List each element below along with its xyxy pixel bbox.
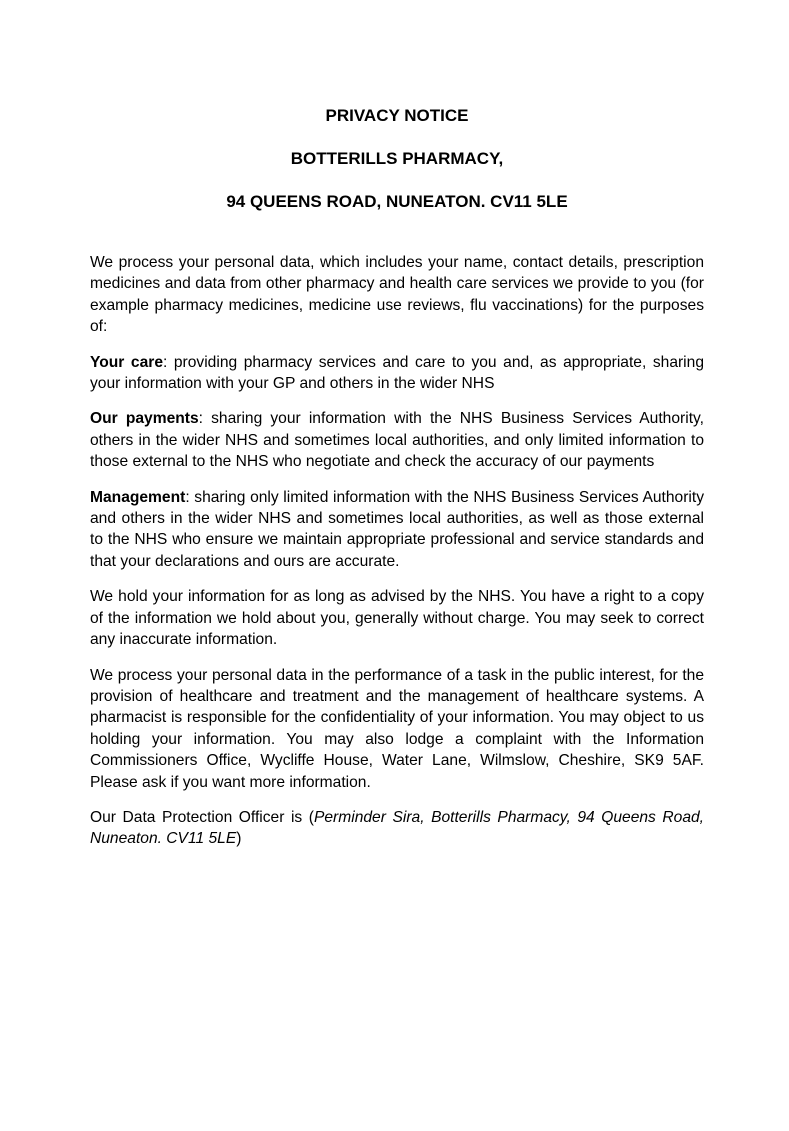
intro-paragraph: We process your personal data, which includes your name, contact details, prescription medicines and data from other pharmacy and health care services we provide to you (for example pharmacy medicines, medicine use reviews, flu vaccinations) for the purposes of: (90, 254, 704, 336)
care-paragraph (90, 352, 704, 395)
document-title: PRIVACY NOTICE (325, 106, 469, 125)
pharmacy-address: 94 QUEENS ROAD, NUNEATON. CV11 5LE (226, 192, 568, 211)
dpo-paragraph (90, 807, 704, 850)
management-text: : sharing only limited information with the NHS Business Services Authority and others in the wider NHS and sometimes local authorities, as well as those external to the NHS who ensure we maintain appropriate professional and service standards and that your declarations and ours are accurate. (90, 488, 704, 570)
pharmacy-name: BOTTERILLS PHARMACY, (290, 149, 504, 168)
payments-text: : sharing your information with the NHS Business Services Authority, others in the wider NHS and sometimes local authorities, and only limited information to those external to the NHS who negotiate and check the accuracy of our payments (90, 410, 704, 471)
dpo-suffix: ) (236, 830, 242, 848)
payments-label: Our payments (90, 410, 199, 428)
retention-paragraph: We hold your information for as long as advised by the NHS. You have a right to a copy of the information we hold about you, generally without charge. You may seek to correct any inaccurate information. (90, 588, 704, 649)
care-label: Your care (90, 353, 163, 371)
payments-paragraph (90, 408, 704, 472)
management-label: Management (90, 488, 186, 506)
dpo-details: Perminder Sira, Botterills Pharmacy, 94 Queens Road, Nuneaton. CV11 5LE (90, 808, 704, 848)
document-header (0, 104, 789, 233)
dpo-prefix: Our Data Protection Officer is ( (90, 808, 314, 826)
care-text: : providing pharmacy services and care to you and, as appropriate, sharing your information with your GP and others in the wider NHS (90, 353, 704, 393)
lawful-basis-paragraph: We process your personal data in the performance of a task in the public interest, for the provision of healthcare and treatment and the management of healthcare systems. A pharmacist is responsible for the confidentiality of your information. You may object to us holding your information. You may also lodge a complaint with the Information Commissioners Office, Wycliffe House, Water Lane, Wilmslow, Cheshire, SK9 5AF. Please ask if you want more information. (90, 666, 704, 791)
document-body (90, 252, 704, 864)
management-paragraph (90, 487, 704, 573)
